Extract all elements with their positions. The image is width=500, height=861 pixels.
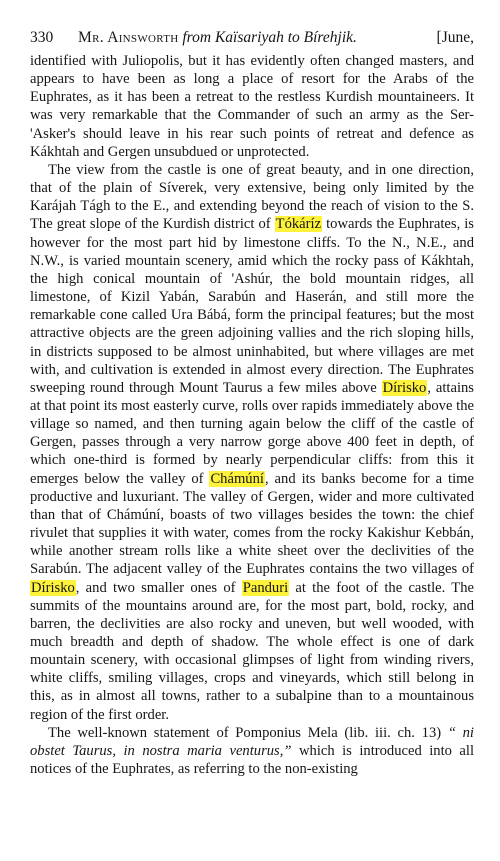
highlighted-term: Dírisko [31,579,75,596]
running-head-author: Mr. Ainsworth [78,29,179,46]
highlighted-term: Panduri [242,579,289,596]
highlighted-term: Tókáríz [275,216,322,233]
text-segment: The well-known statement of Pomponius Mela (lib. iii. ch. 13) [48,724,448,741]
running-head [30,28,474,48]
text-segment: which is introduced into all notices of the Euphrates, as referring to the non-existing [30,742,475,778]
running-head-title: from Kaïsariyah to Bírehjik. [182,29,357,46]
highlighted-term: Chámúní [210,470,264,487]
paragraph-1 [30,52,474,161]
paragraph-3 [30,724,474,778]
text-segment: towards the Euphrates, is however for the most part hid by limestone cliffs. To the N., N.E., and N.W., is varied mountain scenery, amid which the rocky pass of Kákhtah, the high conical mountain of 'Ashúr, the bold mountain ridges, all limestone, of Kizil Yabán, Sarabún and Haserán, and still more the remarkable cone called Ura Bábá, form the principal features; but the most attractive objects are the green adjoining vallies and the rich sloping hills, in districts supposed to be almost uninhabited, but where villages are met with, and cultivation is extended in almost every direction. The Euphrates sweeping round through Mount Taurus a few miles above [30,216,474,396]
text-segment: The view from the castle is one of great beauty, and in one direction, that of the plain of Síverek, very extensive, being only limited by the Karájah Tágh to the E., and extending beyond the reach of vision to the S. The great slope of the Kurdish district of [30,161,474,233]
text-segment: , and two smaller ones of [75,579,242,596]
text-segment: , attains at that point its most easterly curve, rolls over rapids immediately above the village so named, and then turning again below the cliff of the castle of Gergen, passes through a very narrow gorge above 400 feet in depth, of which one-third is formed by nearly perpendicular cliffs: from this it emerges below the valley of [30,379,474,487]
running-head-date: [June, [436,29,474,46]
text-segment: at the foot of the castle. The summits of the mountains around are, for the most part, bold, rocky, and barren, the declivities are also rocky and uneven, but well wooded, with much breadth and depth of shadow. The whole effect is one of dark mountain scenery, with occasional glimpses of light from winding rivers, white cliffs, smiling villages, crops and vineyards, which still belong in this, as in almost all towns, rather to a subalpine than to a mountainous region of the first order. [30,579,474,723]
text-segment: , and its banks become for a time productive and luxuriant. The valley of Gergen, wider and more cultivated than that of Chámúní, boasts of two villages besides the town: the chief rivulet that supplies it with water, comes from the rocky Kakishur Kebbán, while another stream rolls like a white sheet over the declivities of the Sarabún. The adjacent valley of the Euphrates contains the two villages of [30,470,474,578]
highlighted-term: Dírisko [382,379,427,396]
page-number: 330 [30,29,54,46]
paragraph-2 [30,161,474,724]
text-segment: identified with Juliopolis, but it has evidently often changed masters, and appears to have been as long a place of resort for the Arabs of the Euphrates, as it has been a retreat to the restless Kurdish mountaineers. It was very remarkable that the Commander of such an army as the Ser-'Asker's should leave in his rear such points of retreat and defence as Kákhtah and Gergen unsubdued or unprotected. [30,53,474,160]
italic-quotation: “ ni obstet Taurus, in nostra maria venturus,” [30,724,474,759]
